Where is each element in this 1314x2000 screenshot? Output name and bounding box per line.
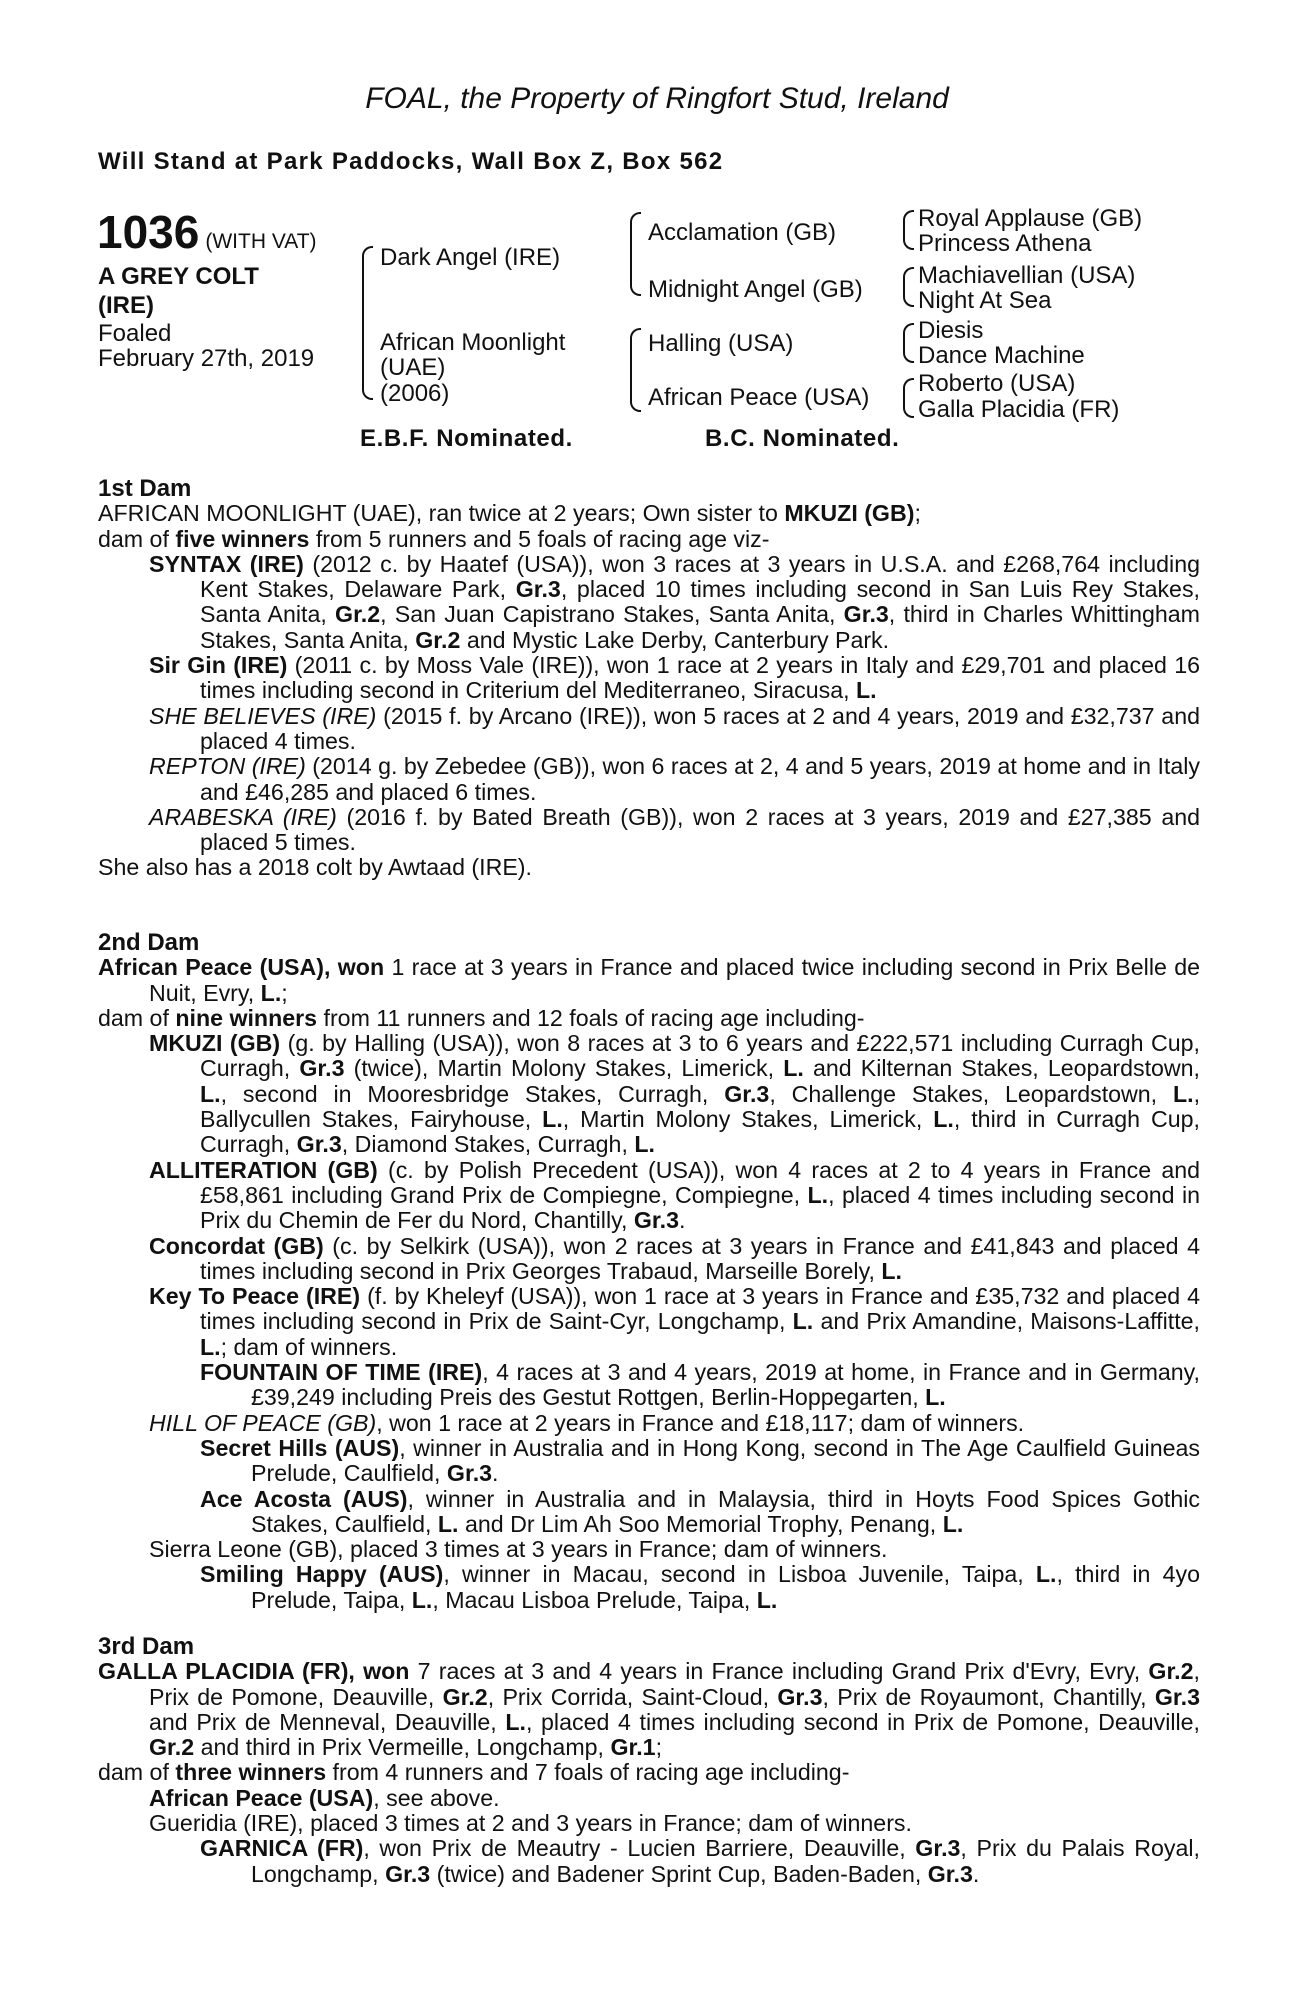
pedigree-brace-main [362,246,373,400]
horse-name: HILL OF PEACE (GB) [149,1409,377,1436]
third-dam-section [98,1634,1200,1887]
entry-text: , Martin Molony Stakes, Limerick, [562,1106,934,1133]
pedigree-sdd: Night At Sea [918,287,1052,314]
entry-text: 7 races at 3 and 4 years in France including Grand Prix d'Evry, Evry, [409,1658,1149,1685]
sd-dam-of-c: from 11 runners and 12 foals of racing age including- [317,1004,865,1031]
pedigree-sire: Dark Angel (IRE) [380,244,561,271]
entry-text: , winner in Macau, second in Lisboa Juvenile, Taipa, [443,1561,1036,1588]
grade: Gr.3 [296,1131,342,1158]
produce-entry-fountain-of-time [200,1360,1200,1411]
pedigree-brace-ss [903,210,914,250]
second-dam-intro [98,955,1200,1006]
pedigree-dam-dam: African Peace (USA) [648,384,870,411]
entry-text: , Challenge Stakes, Leopardstown, [769,1080,1173,1107]
produce-entry-repton [149,754,1200,805]
listed: L. [933,1106,954,1133]
listed: L. [542,1106,563,1133]
horse-name: GARNICA (FR) [200,1835,364,1862]
pedigree-brace-sd [903,267,914,307]
entry-text: , third in 4yo Prelude, Taipa, [251,1561,1201,1613]
vat-note: (WITH VAT) [205,230,317,253]
entry-text: (2015 f. by Arcano (IRE)), won 5 races at 2 and 4 years, 2019 and £32,737 and placed 4 times. [200,702,1200,754]
pedigree-dss: Diesis [918,317,984,344]
entry-text: (c. by Polish Precedent (USA)), won 4 races at 2 to 4 years in France and £58,861 including Grand Prix de Compiegne, Compiegne, [200,1156,1201,1208]
entry-text: , Prix de Royaumont, Chantilly, [822,1683,1155,1710]
third-dam-produce-summary [98,1760,1200,1785]
foaled-date: February 27th, 2019 [98,345,315,372]
grade: Gr.2 [1148,1658,1194,1685]
entry-text: , see above. [373,1784,500,1811]
listed: L. [856,677,877,704]
entry-text: , Prix Corrida, Saint-Cloud, [487,1683,778,1710]
second-dam-produce-summary [98,1006,1200,1031]
horse-name: Smiling Happy (AUS) [200,1561,444,1588]
entry-text: and Dr Lim Ah Soo Memorial Trophy, Penang, [458,1510,943,1537]
produce-entry-syntax [149,552,1200,653]
entry-text: , Prix du Palais Royal, Longchamp, [251,1835,1200,1887]
produce-entry-smiling-happy [200,1562,1200,1613]
grade: Gr.3 [927,1860,973,1887]
foaled-label: Foaled [98,320,172,347]
entry-text: . [492,1460,499,1487]
listed: L. [437,1510,459,1537]
produce-entry-alliteration [149,1158,1200,1234]
listed: L. [756,1586,778,1613]
fd-dam-of-b: five winners [175,525,310,552]
first-dam-intro-a: AFRICAN MOONLIGHT (UAE), ran twice at 2 years; Own sister to [98,500,785,527]
entry-text: ; dam of winners. [220,1333,398,1360]
entry-text: 1 race at 3 years in France and placed twice including second in Prix Belle de Nuit, Evry, [149,954,1200,1006]
grade: Gr.2 [335,601,381,628]
entry-text: (2014 g. by Zebedee (GB)), won 6 races at 2, 4 and 5 years, 2019 at home and in Italy and £46,285 and placed 6 times. [200,753,1200,805]
entry-text: , Prix de Pomone, Deauville, [149,1658,1200,1710]
listed: L. [634,1131,655,1158]
pedigree-dam-sire: Halling (USA) [648,330,794,357]
grade: Gr.3 [385,1860,431,1887]
produce-entry-key-to-peace [149,1284,1200,1360]
bc-nominated: B.C. Nominated. [705,425,900,452]
second-dam-heading: 2nd Dam [98,929,200,956]
pedigree-ssd: Princess Athena [918,230,1092,257]
produce-entry-arabeska [149,805,1200,856]
listed: L. [925,1384,946,1411]
entry-text: (twice), Martin Molony Stakes, Limerick, [344,1055,784,1082]
produce-entry-hill-of-peace [149,1411,1200,1436]
entry-text: and third in Prix Vermeille, Longchamp, [194,1734,611,1761]
horse-name: African Peace (USA) [149,1784,374,1811]
entry-text: and Prix Amandine, Maisons-Laffitte, [813,1308,1200,1335]
grade: Gr.3 [633,1207,679,1234]
entry-text: , Diamond Stakes, Curragh, [341,1131,635,1158]
third-dam-intro [98,1659,1200,1760]
stand-location: Will Stand at Park Paddocks, Wall Box Z, Box 562 [98,148,724,175]
horse-name: Secret Hills (AUS) [200,1434,400,1461]
pedigree-sds: Machiavellian (USA) [918,262,1136,289]
entry-text: (2012 c. by Haatef (USA)), won 3 races at 3 years in U.S.A. and £268,764 including Kent Stakes, Delaware Park, [200,550,1200,603]
horse-name: Ace Acosta (AUS) [200,1485,408,1512]
horse-name: ALLITERATION (GB) [149,1156,378,1183]
sd-dam-of-b: nine winners [175,1004,318,1031]
grade: Gr.3 [915,1835,961,1862]
entry-text: (g. by Halling (USA)), won 8 races at 3 to 6 years and £222,571 including Curragh Cup, Curragh, [200,1030,1200,1082]
grade: Gr.3 [724,1080,770,1107]
produce-entry-concordat [149,1234,1200,1285]
pedigree-dds: Roberto (USA) [918,370,1076,397]
grade: Gr.3 [446,1460,493,1487]
grade: Gr.3 [1154,1683,1200,1710]
listed: L. [1035,1561,1057,1588]
entry-text: , San Juan Capistrano Stakes, Santa Anita, [380,601,844,628]
pedigree-brace-ds [903,323,914,363]
second-dam-section [98,930,1200,1613]
listed: L. [505,1708,526,1735]
grade: Gr.3 [515,576,561,603]
td-dam-of-a: dam of [98,1759,176,1786]
grade: Gr.2 [415,626,461,653]
entry-text: and Mystic Lake Derby, Canterbury Park. [460,626,890,653]
entry-text: (twice) and Badener Sprint Cup, Baden-Baden, [430,1860,928,1887]
entry-text: . [679,1207,686,1234]
listed: L. [783,1055,804,1082]
entry-text: , placed 4 times including second in Prix du Chemin de Fer du Nord, Chantilly, [200,1181,1200,1234]
sd-dam-of-a: dam of [98,1004,176,1031]
lot-description [98,262,338,320]
produce-entry-sir-gin [149,653,1200,704]
pedigree-ddd: Galla Placidia (FR) [918,396,1120,423]
horse-name: African Peace (USA), won [98,954,385,981]
pedigree-dam-line-3: (2006) [380,380,450,407]
pedigree-brace-sire [630,212,641,296]
pedigree-brace-dam [630,328,641,412]
entry-text: , placed 4 times including second in Prix de Pomone, Deauville, [525,1708,1200,1735]
produce-entry-she-believes [149,704,1200,755]
produce-entry-mkuzi [149,1031,1200,1157]
entry-text: , 4 races at 3 and 4 years, 2019 at home, in France and in Germany, £39,249 including Preis des Gestut Rottgen, Berlin-Hoppegarten, [251,1359,1200,1411]
entry-text: (2016 f. by Bated Breath (GB)), won 2 races at 3 years, 2019 and £27,385 and placed 5 times. [200,803,1201,856]
listed: L. [411,1586,433,1613]
first-dam-heading: 1st Dam [98,475,192,502]
horse-name: SHE BELIEVES (IRE) [149,702,377,729]
entry-text: ; [655,1734,663,1761]
first-dam-produce-summary [98,527,1200,552]
pedigree-brace-dd [903,378,914,418]
pedigree-sire-sire: Acclamation (GB) [648,219,837,246]
listed: L. [1172,1080,1194,1107]
first-dam-intro-c: ; [914,500,921,527]
listed: L. [200,1080,221,1107]
listed: L. [260,979,282,1006]
entry-text: (2011 c. by Moss Vale (IRE)), won 1 race at 2 years in Italy and £29,701 and placed 16 times including second in Criterium del Mediterraneo, Siracusa, [200,652,1200,704]
lot-number [97,205,317,259]
produce-entry-gueridia: Gueridia (IRE), placed 3 times at 2 and 3 years in France; dam of winners. [149,1810,912,1837]
catalogue-title: FOAL, the Property of Ringfort Stud, Ireland [365,82,949,115]
horse-name: Concordat (GB) [149,1232,324,1259]
entry-text: (f. by Kheleyf (USA)), won 1 race at 3 years in France and £35,732 and placed 4 times including second in Prix de Saint-Cyr, Longchamp, [200,1283,1200,1335]
listed: L. [807,1181,829,1208]
grade: Gr.2 [442,1683,488,1710]
entry-text: , won Prix de Meautry - Lucien Barriere, Deauville, [363,1835,916,1862]
third-dam-heading: 3rd Dam [98,1633,195,1660]
entry-text: , won 1 race at 2 years in France and £18,117; dam of winners. [376,1409,1025,1436]
lot-number-value: 1036 [97,206,200,258]
produce-entry-garnica [200,1836,1200,1887]
first-dam-section [98,476,1200,881]
horse-name: Key To Peace (IRE) [149,1283,361,1310]
produce-entry-secret-hills [200,1436,1200,1487]
pedigree-sire-dam: Midnight Angel (GB) [648,276,863,303]
entry-text: , Macau Lisboa Prelude, Taipa, [432,1586,757,1613]
first-dam-also: She also has a 2018 colt by Awtaad (IRE). [98,854,532,881]
grade: Gr.3 [843,601,889,628]
entry-text: . [972,1860,980,1887]
horse-name: ARABESKA (IRE) [149,803,337,830]
produce-entry-ace-acosta [200,1487,1200,1538]
pedigree-dam-line-2: (UAE) [380,354,446,381]
entry-text: , Ballycullen Stakes, Fairyhouse, [200,1080,1201,1133]
pedigree-dam-line-1: African Moonlight [380,329,566,356]
entry-text: , third in Curragh Cup, Curragh, [200,1106,1200,1158]
colt-line-1: A GREY COLT [98,263,259,290]
pedigree-dsd: Dance Machine [918,342,1085,369]
td-dam-of-c: from 4 runners and 7 foals of racing age including- [326,1759,850,1786]
first-dam-intro-b: MKUZI (GB) [784,500,915,527]
grade: Gr.3 [299,1055,345,1082]
colt-line-2: (IRE) [98,292,154,319]
listed: L. [200,1333,221,1360]
first-dam-intro [98,501,1200,526]
produce-entry-sierra-leone: Sierra Leone (GB), placed 3 times at 3 years in France; dam of winners. [149,1536,888,1563]
horse-name: SYNTAX (IRE) [149,550,304,577]
horse-name: MKUZI (GB) [149,1030,281,1057]
entry-text: and Kilternan Stakes, Leopardstown, [803,1055,1200,1082]
entry-text: , third in Charles Whittingham Stakes, Santa Anita, [200,601,1200,653]
ebf-nominated: E.B.F. Nominated. [360,425,573,452]
produce-entry-african-peace [149,1786,1200,1811]
grade: Gr.3 [777,1683,823,1710]
pedigree-sss: Royal Applause (GB) [918,205,1143,232]
entry-text: ; [281,979,288,1006]
listed: L. [792,1308,814,1335]
entry-text: (c. by Selkirk (USA)), won 2 races at 3 years in France and £41,843 and placed 4 times including second in Prix Georges Trabaud, Marseille Borely, [200,1232,1201,1284]
horse-name: Sir Gin (IRE) [149,652,288,679]
entry-text: and Prix de Menneval, Deauville, [149,1708,506,1735]
fd-dam-of-a: dam of [98,525,176,552]
entry-text: , winner in Australia and in Hong Kong, second in The Age Caulfield Guineas Prelude, Caulfield, [251,1434,1200,1487]
horse-name: GALLA PLACIDIA (FR), won [98,1658,410,1685]
entry-text: , winner in Australia and in Malaysia, third in Hoyts Food Spices Gothic Stakes, Caulfield, [251,1485,1201,1537]
grade: Gr.2 [149,1734,195,1761]
grade: Gr.1 [610,1734,656,1761]
listed: L. [881,1257,902,1284]
td-dam-of-b: three winners [175,1759,327,1786]
horse-name: REPTON (IRE) [149,753,306,780]
fd-dam-of-c: from 5 runners and 5 foals of racing age viz- [309,525,770,552]
horse-name: FOUNTAIN OF TIME (IRE) [200,1359,483,1386]
entry-text: , placed 10 times including second in San Luis Rey Stakes, Santa Anita, [200,576,1200,628]
entry-text: , second in Mooresbridge Stakes, Curragh, [220,1080,725,1107]
listed: L. [942,1510,964,1537]
